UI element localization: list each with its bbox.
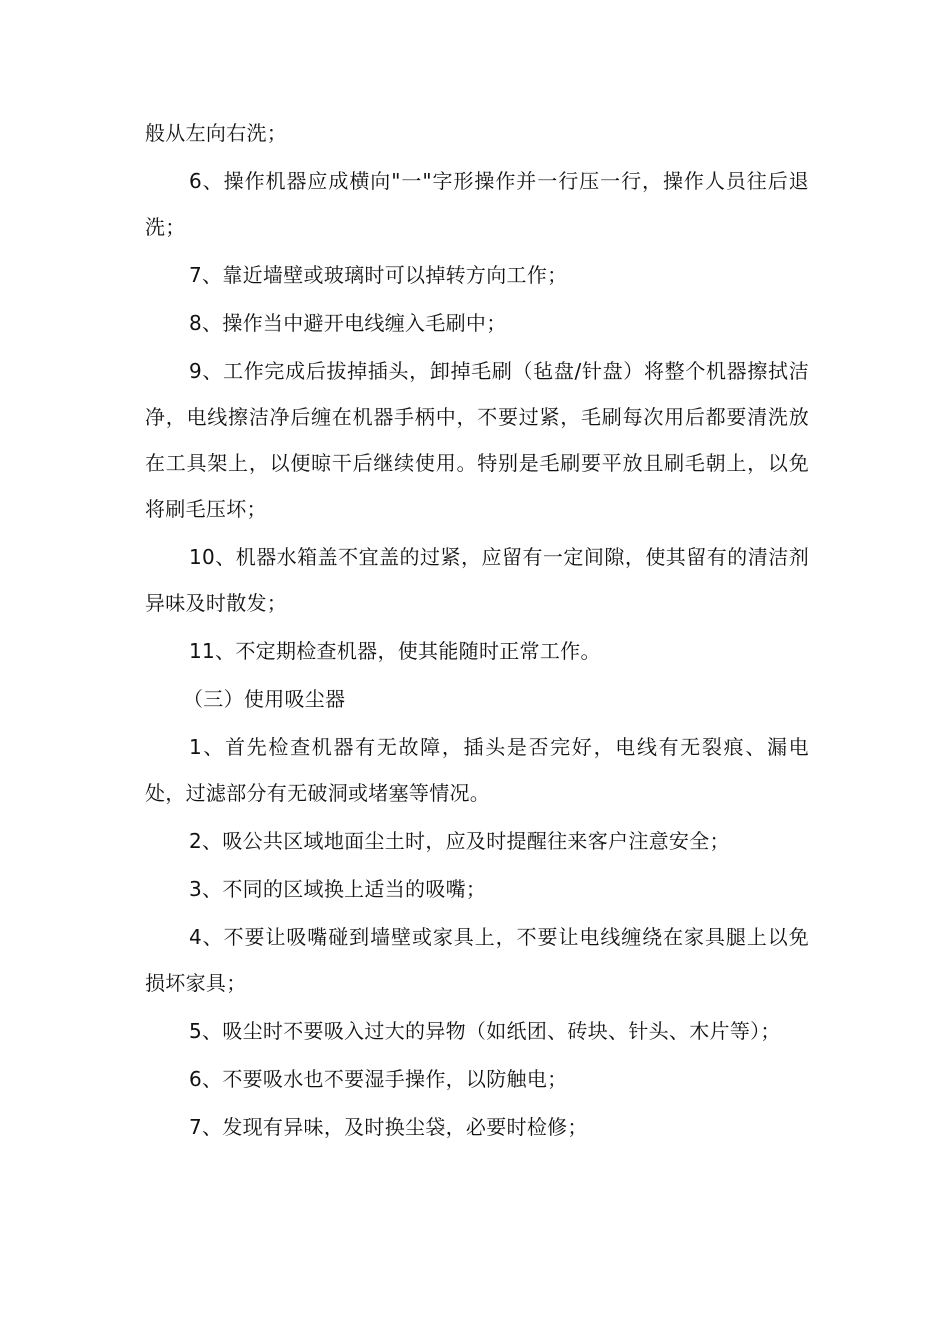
paragraph-continuation: 般从左向右洗； [145,121,288,145]
vacuum-item-2: 2、吸公共区域地面尘土时，应及时提醒往来客户注意安全； [189,829,730,853]
document-body [145,110,809,1152]
vacuum-item-4: 4、不要让吸嘴碰到墙壁或家具上，不要让电线缠绕在家具腿上以免损坏家具； [145,925,809,995]
list-item-11: 11、不定期检查机器，使其能随时正常工作。 [189,639,601,663]
vacuum-item-5: 5、吸尘时不要吸入过大的异物（如纸团、砖块、针头、木片等）； [189,1019,781,1043]
vacuum-item-6: 6、不要吸水也不要湿手操作，以防触电； [189,1067,568,1091]
vacuum-item-3: 3、不同的区域换上适当的吸嘴； [189,877,487,901]
vacuum-item-7: 7、发现有异味，及时换尘袋，必要时检修； [189,1115,588,1139]
section-heading: （三）使用吸尘器 [183,687,346,711]
list-item-7: 7、靠近墙壁或玻璃时可以掉转方向工作； [189,263,568,287]
list-item-10: 10、机器水箱盖不宜盖的过紧，应留有一定间隙，使其留有的清洁剂异味及时散发； [145,545,809,615]
list-item-9: 9、工作完成后拔掉插头，卸掉毛刷（毡盘/针盘）将整个机器擦拭洁净，电线擦洁净后缠在机器手柄中，不要过紧，毛刷每次用后都要清洗放在工具架上，以便晾干后继续使用。特别是毛刷要平放且刷毛朝上，以免将刷毛压坏； [145,359,809,521]
list-item-8: 8、操作当中避开电线缠入毛刷中； [189,311,507,335]
list-item-6: 6、操作机器应成横向"一"字形操作并一行压一行，操作人员往后退洗； [145,169,809,239]
vacuum-item-1: 1、首先检查机器有无故障，插头是否完好，电线有无裂痕、漏电处，过滤部分有无破洞或堵塞等情况。 [145,735,809,805]
